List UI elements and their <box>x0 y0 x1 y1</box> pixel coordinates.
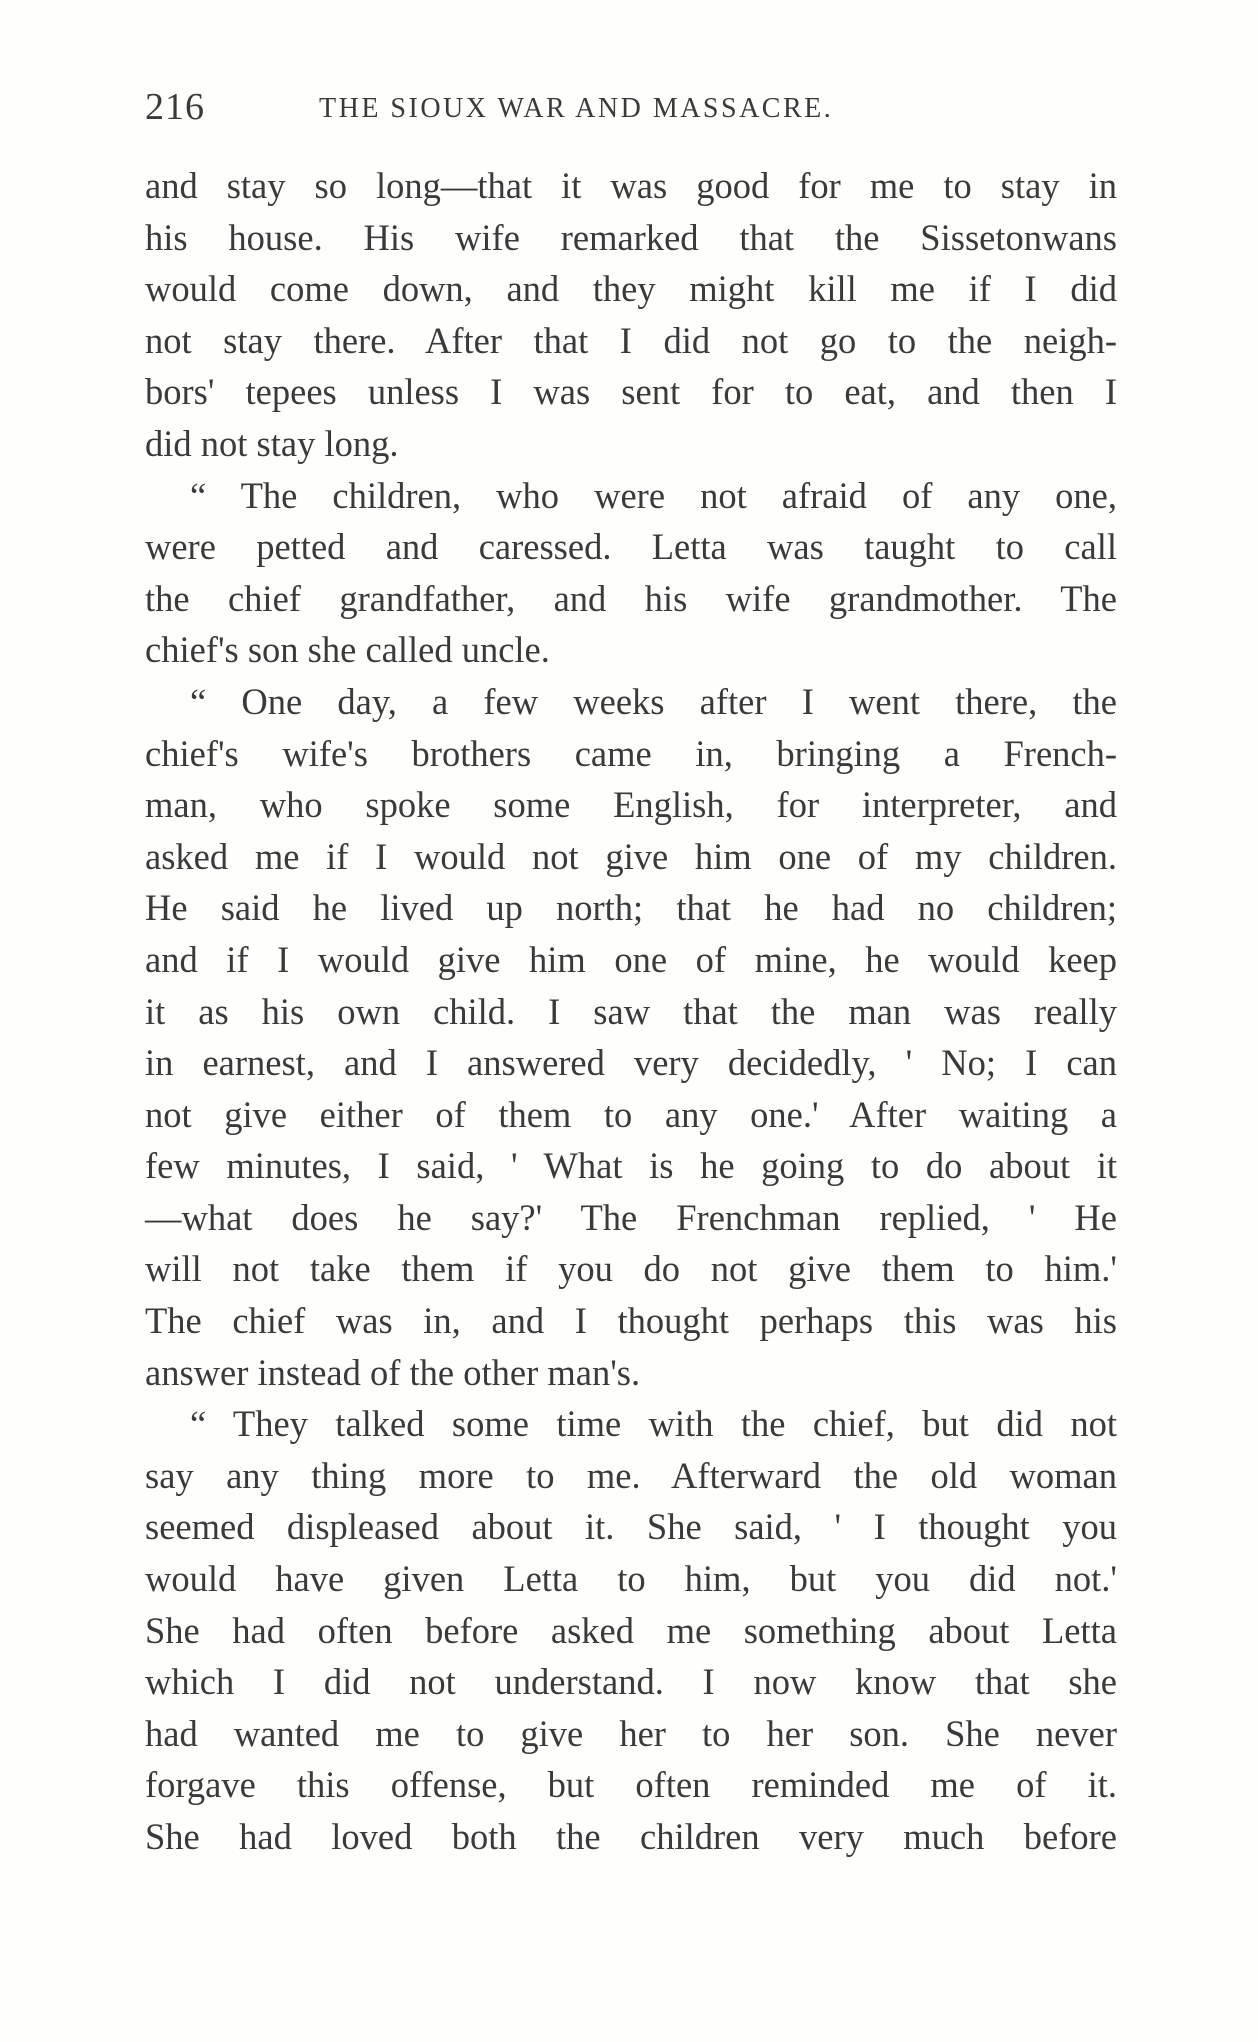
text-line: would come down, and they might kill me if I did <box>145 268 1117 310</box>
text-line: were petted and caressed. Letta was taught to call <box>145 526 1117 568</box>
text-line: chief's wife's brothers came in, bringing a French- <box>145 732 1117 774</box>
text-line: forgave this offense, but often reminded me of it. <box>145 1764 1117 1806</box>
text-line: say any thing more to me. Afterward the old woman <box>145 1454 1117 1496</box>
text-line: man, who spoke some English, for interpreter, and <box>145 784 1117 826</box>
text-line: would have given Letta to him, but you did not.' <box>145 1558 1117 1600</box>
text-line: it as his own child. I saw that the man was really <box>145 990 1117 1032</box>
text-line: had wanted me to give her to her son. She never <box>145 1712 1117 1754</box>
text-line: chief's son she called uncle. <box>145 629 550 671</box>
text-line: “ One day, a few weeks after I went there, the <box>190 680 1117 722</box>
text-line: the chief grandfather, and his wife grandmother. The <box>145 577 1117 619</box>
text-line: asked me if I would not give him one of my children. <box>145 835 1117 877</box>
text-line: in earnest, and I answered very decidedly, ' No; I can <box>145 1042 1117 1084</box>
text-line: not give either of them to any one.' After waiting a <box>145 1093 1117 1135</box>
body-text <box>145 160 1117 1863</box>
text-line: and stay so long—that it was good for me to stay in <box>145 165 1117 206</box>
page-number: 216 <box>145 86 205 128</box>
text-line: seemed displeased about it. She said, ' I thought you <box>145 1506 1117 1548</box>
text-line: his house. His wife remarked that the Sissetonwans <box>145 216 1117 258</box>
text-line: will not take them if you do not give them to him.' <box>145 1248 1117 1290</box>
text-line: answer instead of the other man's. <box>145 1351 641 1393</box>
text-line: She had loved both the children very much before <box>145 1816 1117 1857</box>
text-line: She had often before asked me something about Letta <box>145 1609 1117 1651</box>
text-line: He said he lived up north; that he had no children; <box>145 887 1117 929</box>
running-title: THE SIOUX WAR AND MASSACRE. <box>319 93 834 124</box>
text-line: —what does he say?' The Frenchman replied, ' He <box>145 1196 1117 1238</box>
text-line: and if I would give him one of mine, he would keep <box>145 938 1117 980</box>
text-line: which I did not understand. I now know that she <box>145 1661 1117 1703</box>
text-line: “ The children, who were not afraid of any one, <box>190 474 1117 516</box>
text-line: The chief was in, and I thought perhaps this was his <box>145 1300 1117 1342</box>
text-line: did not stay long. <box>145 422 399 464</box>
text-line: “ They talked some time with the chief, but did not <box>190 1403 1117 1445</box>
text-line: bors' tepees unless I was sent for to eat, and then I <box>145 371 1117 413</box>
text-line: not stay there. After that I did not go to the neigh- <box>145 319 1117 361</box>
running-head <box>145 82 1115 132</box>
text-line: few minutes, I said, ' What is he going to do about it <box>145 1145 1117 1187</box>
